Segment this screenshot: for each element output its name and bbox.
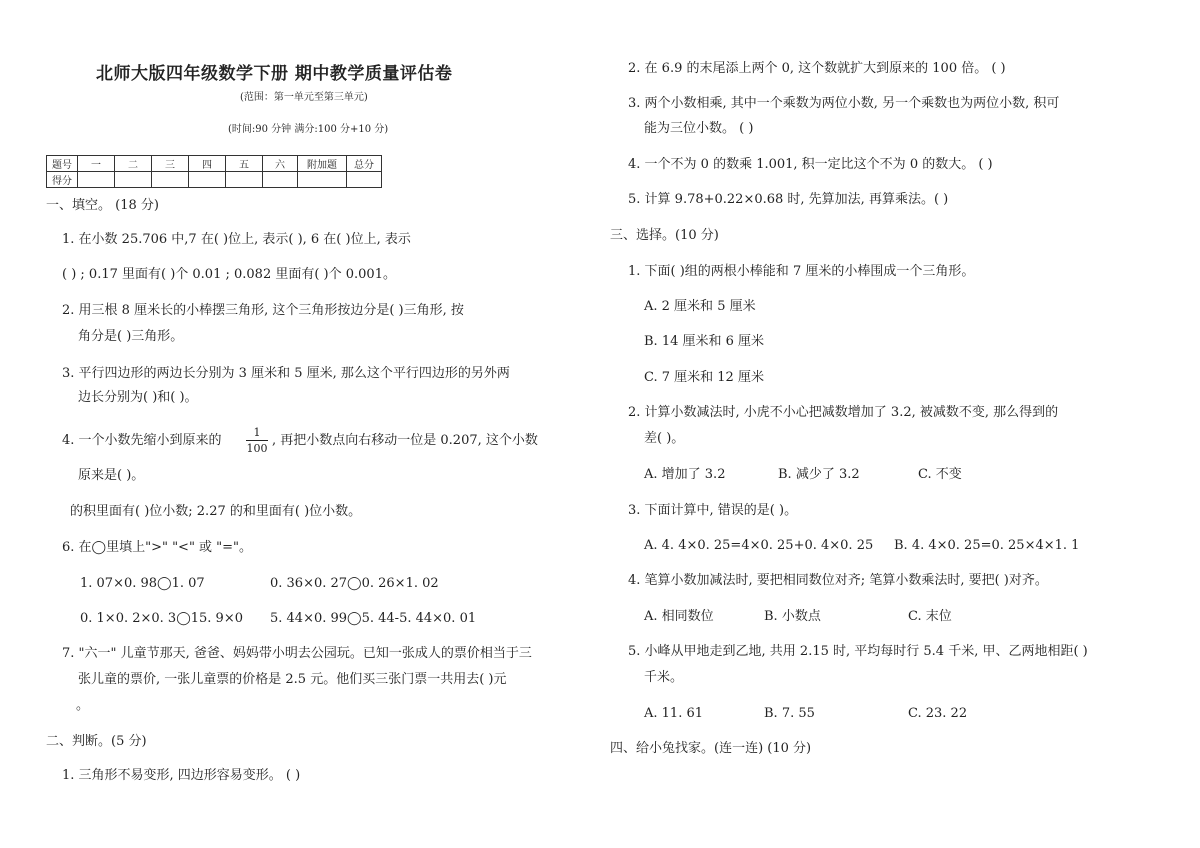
score-header-cell: 总分 — [347, 156, 382, 172]
score-header-cell: 三 — [152, 156, 189, 172]
choice-1-line: 1. 下面( )组的两根小棒能和 7 厘米的小棒围成一个三角形。 — [628, 264, 975, 279]
choice-2-option-a: A. 增加了 3.2 — [644, 467, 726, 482]
score-cell[interactable] — [152, 172, 189, 188]
question-4-line-a2: , 再把小数点向右移动一位是 0.207, 这个小数 — [272, 433, 538, 448]
question-6-row1-col1: 1. 07×0. 98◯1. 07 — [80, 576, 205, 591]
question-6-row2-col2: 5. 44×0. 99◯5. 44-5. 44×0. 01 — [270, 611, 477, 626]
choice-5-option-c: C. 23. 22 — [908, 706, 968, 721]
judge-4-line: 4. 一个不为 0 的数乘 1.001, 积一定比这个不为 0 的数大。 ( ) — [628, 157, 993, 172]
choice-5-option-a: A. 11. 61 — [644, 706, 704, 721]
question-1-line-a: 1. 在小数 25.706 中,7 在( )位上, 表示( ), 6 在( )位上, 表示 — [62, 232, 411, 247]
score-table — [46, 155, 382, 188]
question-7-line-b: 张儿童的票价, 一张儿童票的价格是 2.5 元。他们买三张门票一共用去( )元 — [78, 672, 507, 687]
score-header-cell: 二 — [115, 156, 152, 172]
score-cell[interactable] — [347, 172, 382, 188]
exam-time: (时间:90 分钟 满分:100 分+10 分) — [228, 124, 389, 135]
choice-1-option-b: B. 14 厘米和 6 厘米 — [644, 334, 765, 349]
choice-2-option-b: B. 减少了 3.2 — [778, 467, 860, 482]
question-7-line-c: 。 — [76, 698, 90, 713]
score-cell[interactable] — [263, 172, 298, 188]
fraction-numerator: 1 — [253, 426, 261, 439]
question-2-line-b: 角分是( )三角形。 — [78, 329, 184, 344]
choice-4-option-b: B. 小数点 — [764, 609, 821, 624]
fraction-bar — [246, 440, 268, 441]
choice-3-option-a: A. 4. 4×0. 25=4×0. 25+0. 4×0. 25 — [644, 538, 874, 553]
choice-2-line-a: 2. 计算小数减法时, 小虎不小心把减数增加了 3.2, 被减数不变, 那么得到的 — [628, 405, 1059, 420]
question-6-row2-col1: 0. 1×0. 2×0. 3◯15. 9×0 — [80, 611, 243, 626]
score-table-score-row — [47, 172, 382, 188]
question-4-line-a1: 4. 一个小数先缩小到原来的 — [62, 433, 222, 448]
judge-1-line: 1. 三角形不易变形, 四边形容易变形。 ( ) — [62, 768, 301, 783]
question-3-line-a: 3. 平行四边形的两边长分别为 3 厘米和 5 厘米, 那么这个平行四边形的另外两 — [62, 366, 510, 381]
choice-1-option-a: A. 2 厘米和 5 厘米 — [644, 299, 756, 314]
choice-2-line-b: 差( )。 — [644, 431, 685, 446]
section-judge-title: 二、判断。(5 分) — [46, 734, 147, 749]
page-title: 北师大版四年级数学下册 期中教学质量评估卷 — [96, 64, 453, 84]
choice-5-line-a: 5. 小峰从甲地走到乙地, 共用 2.15 时, 平均每时行 5.4 千米, 甲、乙两地相距( ) — [628, 644, 1088, 659]
score-header-cell: 附加题 — [298, 156, 347, 172]
judge-2-line: 2. 在 6.9 的末尾添上两个 0, 这个数就扩大到原来的 100 倍。 ( ) — [628, 61, 1006, 76]
score-cell[interactable] — [226, 172, 263, 188]
choice-2-option-c: C. 不变 — [918, 467, 962, 482]
question-6-line: 6. 在◯里填上">" "<" 或 "="。 — [62, 540, 253, 555]
question-4-line-b: 原来是( )。 — [78, 468, 145, 483]
score-row-label: 得分 — [47, 172, 78, 188]
score-header-cell: 题号 — [47, 156, 78, 172]
question-1-line-b: ( ) ; 0.17 里面有( )个 0.01 ; 0.082 里面有( )个 0.001。 — [62, 267, 396, 282]
question-7-line-a: 7. "六一" 儿童节那天, 爸爸、妈妈带小明去公园玩。已知一张成人的票价相当于三 — [62, 646, 532, 661]
question-3-line-b: 边长分别为( )和( )。 — [78, 390, 198, 405]
score-cell[interactable] — [298, 172, 347, 188]
score-cell[interactable] — [78, 172, 115, 188]
fraction-denominator: 100 — [246, 442, 268, 455]
score-header-cell: 五 — [226, 156, 263, 172]
score-cell[interactable] — [189, 172, 226, 188]
choice-4-option-c: C. 末位 — [908, 609, 952, 624]
judge-3-line-b: 能为三位小数。 ( ) — [644, 121, 754, 136]
choice-3-line: 3. 下面计算中, 错误的是( )。 — [628, 503, 798, 518]
section-choice-title: 三、选择。(10 分) — [610, 228, 719, 243]
section-fill-blank-title: 一、填空。 (18 分) — [46, 198, 159, 213]
fraction-one-hundredth — [246, 427, 268, 454]
score-header-cell: 六 — [263, 156, 298, 172]
choice-4-option-a: A. 相同数位 — [644, 609, 714, 624]
exam-scope: (范围：第一单元至第三单元) — [240, 92, 368, 103]
question-5-line: 的积里面有( )位小数; 2.27 的和里面有( )位小数。 — [70, 504, 362, 519]
judge-5-line: 5. 计算 9.78+0.22×0.68 时, 先算加法, 再算乘法。( ) — [628, 192, 949, 207]
question-6-row1-col2: 0. 36×0. 27◯0. 26×1. 02 — [270, 576, 439, 591]
choice-3-option-b: B. 4. 4×0. 25=0. 25×4×1. 1 — [894, 538, 1080, 553]
choice-5-option-b: B. 7. 55 — [764, 706, 815, 721]
question-2-line-a: 2. 用三根 8 厘米长的小棒摆三角形, 这个三角形按边分是( )三角形, 按 — [62, 303, 464, 318]
choice-4-line: 4. 笔算小数加减法时, 要把相同数位对齐; 笔算小数乘法时, 要把( )对齐。 — [628, 573, 1048, 588]
score-cell[interactable] — [115, 172, 152, 188]
score-header-cell: 一 — [78, 156, 115, 172]
score-table-header-row — [47, 156, 382, 172]
choice-5-line-b: 千米。 — [644, 670, 684, 685]
section-match-title: 四、给小兔找家。(连一连) (10 分) — [610, 741, 812, 756]
choice-1-option-c: C. 7 厘米和 12 厘米 — [644, 370, 764, 385]
score-header-cell: 四 — [189, 156, 226, 172]
judge-3-line-a: 3. 两个小数相乘, 其中一个乘数为两位小数, 另一个乘数也为两位小数, 积可 — [628, 96, 1060, 111]
